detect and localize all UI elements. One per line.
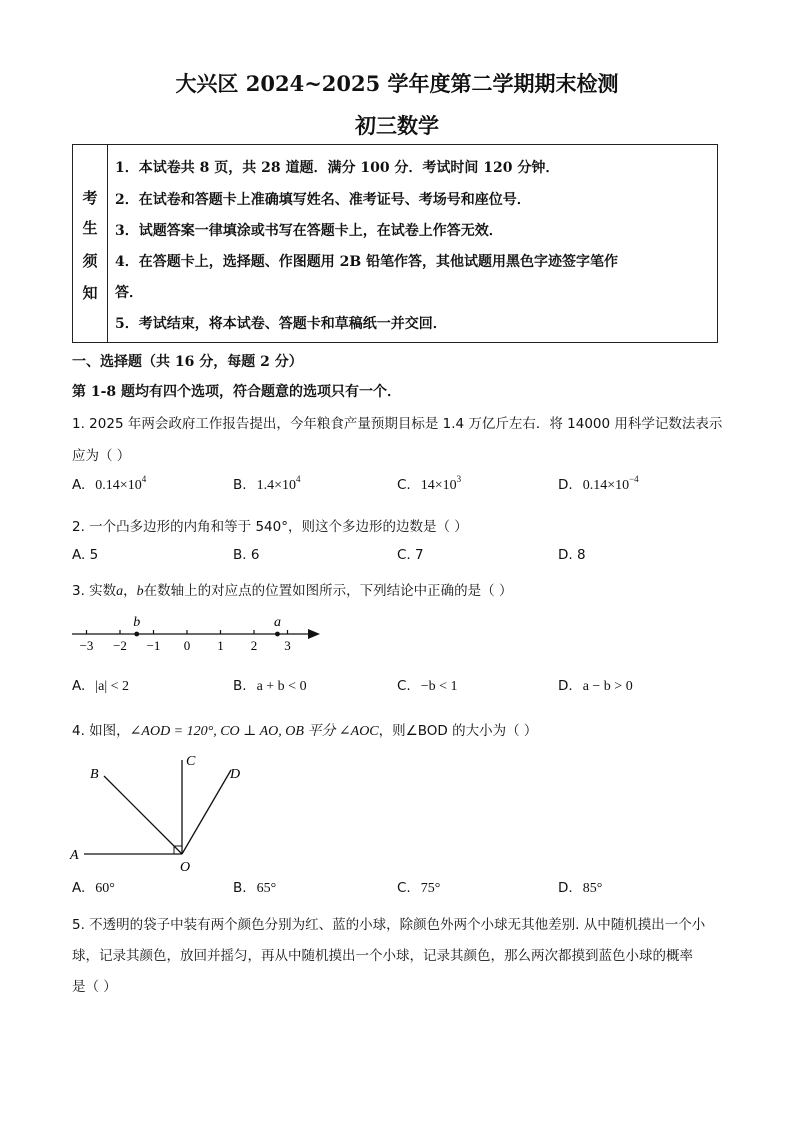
- option-label: D.: [558, 547, 573, 563]
- q2-option-a: [72, 547, 98, 563]
- option-label: C.: [397, 880, 411, 896]
- point-b-label: b: [133, 615, 141, 630]
- section-heading: 一、选择题（共 16 分，每题 2 分）: [72, 354, 303, 370]
- option-value: 60°: [95, 881, 115, 896]
- option-mantissa: 0.14×10: [95, 478, 142, 493]
- number-line-points: [133, 615, 281, 636]
- q1-text-line2: 应为（ ）: [72, 448, 131, 464]
- q3-sep: ，: [123, 583, 137, 599]
- option-value: a − b > 0: [582, 679, 633, 694]
- option-label: C.: [397, 678, 411, 694]
- option-label: A.: [72, 678, 86, 694]
- option-label: D.: [558, 477, 573, 493]
- notice-line-2: 2．在试卷和答题卡上准确填写姓名、准考证号、考场号和座位号．: [115, 192, 531, 208]
- notice-side-char: 须: [82, 252, 98, 270]
- label-a: A: [70, 848, 79, 863]
- notice-line-1: 1．本试卷共 8 页，共 28 道题．满分 100 分．考试时间 120 分钟．: [115, 160, 560, 176]
- q4-prefix: 4. 如图，: [72, 723, 130, 739]
- option-value: 5: [89, 547, 99, 563]
- q2-option-d: [558, 547, 586, 563]
- number-line-tick-label: 3: [284, 638, 291, 653]
- exam-subtitle: 初三数学: [355, 113, 439, 138]
- option-exponent: 3: [456, 474, 462, 484]
- point-b-marker: [134, 632, 139, 637]
- notice-side-char: 考: [82, 189, 98, 207]
- number-line-figure: [66, 606, 336, 658]
- option-value: [582, 474, 639, 493]
- q5-text-line2: 球，记录其颜色，放回并摇匀，再从中随机摸出一个小球，记录其颜色，那么两次都摸到蓝色小球的概率: [72, 948, 693, 964]
- option-label: A.: [72, 547, 86, 563]
- number-line-tick-label: −2: [113, 638, 127, 653]
- option-label: C.: [397, 477, 411, 493]
- option-label: D.: [558, 880, 573, 896]
- q4-option-a: [72, 880, 115, 897]
- q4-suffix: ，则∠BOD 的大小为（ ）: [378, 723, 538, 739]
- q1-option-b: [233, 474, 301, 494]
- number-line-tick-label: −3: [79, 638, 94, 653]
- q1-option-a: [72, 474, 147, 494]
- number-line-tick-label: −1: [146, 638, 161, 653]
- option-value: a + b < 0: [256, 679, 307, 694]
- ray-ob: [104, 776, 182, 854]
- q5-text-line3: 是（ ）: [72, 979, 117, 995]
- option-label: B.: [233, 477, 247, 493]
- q4-condition: ∠AOD = 120°, CO ⊥ AO, OB 平分 ∠AOC: [129, 724, 379, 739]
- option-value: 75°: [420, 881, 441, 896]
- q4-option-d: [558, 880, 602, 897]
- exam-title: 大兴区 2024~2025 学年度第二学期期末检测: [175, 71, 619, 96]
- q5-text-line1: 5. 不透明的袋子中装有两个颜色分别为红、蓝的小球，除颜色外两个小球无其他差别. 从中随机摸出一个小: [72, 917, 706, 933]
- option-label: A.: [72, 880, 86, 896]
- notice-side-label: [73, 145, 108, 342]
- option-label: B.: [233, 678, 247, 694]
- number-line-arrow: [308, 629, 320, 639]
- q3-prefix: 3. 实数: [72, 583, 117, 599]
- option-value: [95, 474, 147, 493]
- ray-od: [182, 770, 231, 854]
- q3-var-a: a: [116, 584, 124, 599]
- q4-text: [72, 719, 537, 740]
- q3-option-d: [558, 678, 633, 695]
- number-line-tick-label: 1: [217, 638, 224, 653]
- point-a-marker: [275, 632, 280, 637]
- q4-option-c: [397, 880, 440, 897]
- option-value: 8: [576, 547, 586, 563]
- option-mantissa: 0.14×10: [582, 478, 630, 493]
- option-value: 7: [415, 547, 424, 563]
- q1-option-c: [397, 474, 462, 494]
- option-label: B.: [233, 880, 247, 896]
- q1-option-d: [558, 474, 639, 494]
- q2-option-c: [397, 547, 424, 563]
- notice-line-4-cont: 答．: [115, 285, 143, 301]
- angle-figure: [66, 748, 266, 873]
- label-c: C: [186, 754, 196, 769]
- q4-option-b: [233, 880, 276, 897]
- option-value: −b < 1: [420, 679, 458, 694]
- option-label: C.: [397, 547, 411, 563]
- option-exponent: 4: [295, 474, 301, 484]
- option-value: |a| < 2: [95, 679, 130, 694]
- number-line-tick-label: 0: [183, 638, 191, 653]
- option-value: 65°: [256, 881, 277, 896]
- notice-box: [72, 144, 718, 343]
- q3-var-b: b: [136, 584, 144, 599]
- option-exponent: −4: [629, 474, 639, 484]
- option-value: 85°: [582, 881, 603, 896]
- q3-option-a: [72, 678, 129, 695]
- q3-option-b: [233, 678, 307, 695]
- notice-line-3: 3．试题答案一律填涂或书写在答题卡上，在试卷上作答无效．: [115, 223, 503, 239]
- notice-side-char: 生: [82, 219, 98, 237]
- notice-side-char: 知: [82, 284, 98, 302]
- label-b: B: [90, 767, 99, 782]
- option-exponent: 4: [141, 474, 147, 484]
- notice-line-4: 4．在答题卡上，选择题、作图题用 2B 铅笔作答，其他试题用黑色字迹签字笔作: [115, 254, 619, 270]
- q3-suffix: 在数轴上的对应点的位置如图所示，下列结论中正确的是（ ）: [143, 583, 513, 599]
- section-instruction: 第 1-8 题均有四个选项，符合题意的选项只有一个．: [72, 384, 402, 400]
- option-value: [256, 474, 301, 493]
- option-label: D.: [558, 678, 573, 694]
- option-mantissa: 1.4×10: [256, 478, 296, 493]
- option-value: 6: [250, 547, 260, 563]
- label-d: D: [230, 767, 241, 782]
- notice-line-5: 5．考试结束，将本试卷、答题卡和草稿纸一并交回．: [115, 316, 447, 332]
- label-o: O: [180, 860, 191, 873]
- q2-text: 2. 一个凸多边形的内角和等于 540°，则这个多边形的边数是（ ）: [72, 519, 468, 535]
- q3-text: [72, 579, 512, 600]
- option-value: [420, 474, 462, 493]
- q3-option-c: [397, 678, 458, 695]
- number-line-tick-label: 2: [250, 638, 258, 653]
- option-mantissa: 14×10: [420, 478, 457, 493]
- q2-option-b: [233, 547, 259, 563]
- option-label: B.: [233, 547, 247, 563]
- option-label: A.: [72, 477, 86, 493]
- q1-text-line1: 1. 2025 年两会政府工作报告提出，今年粮食产量预期目标是 1.4 万亿斤左右．将 14000 用科学记数法表示: [72, 416, 723, 432]
- point-a-label: a: [273, 615, 281, 630]
